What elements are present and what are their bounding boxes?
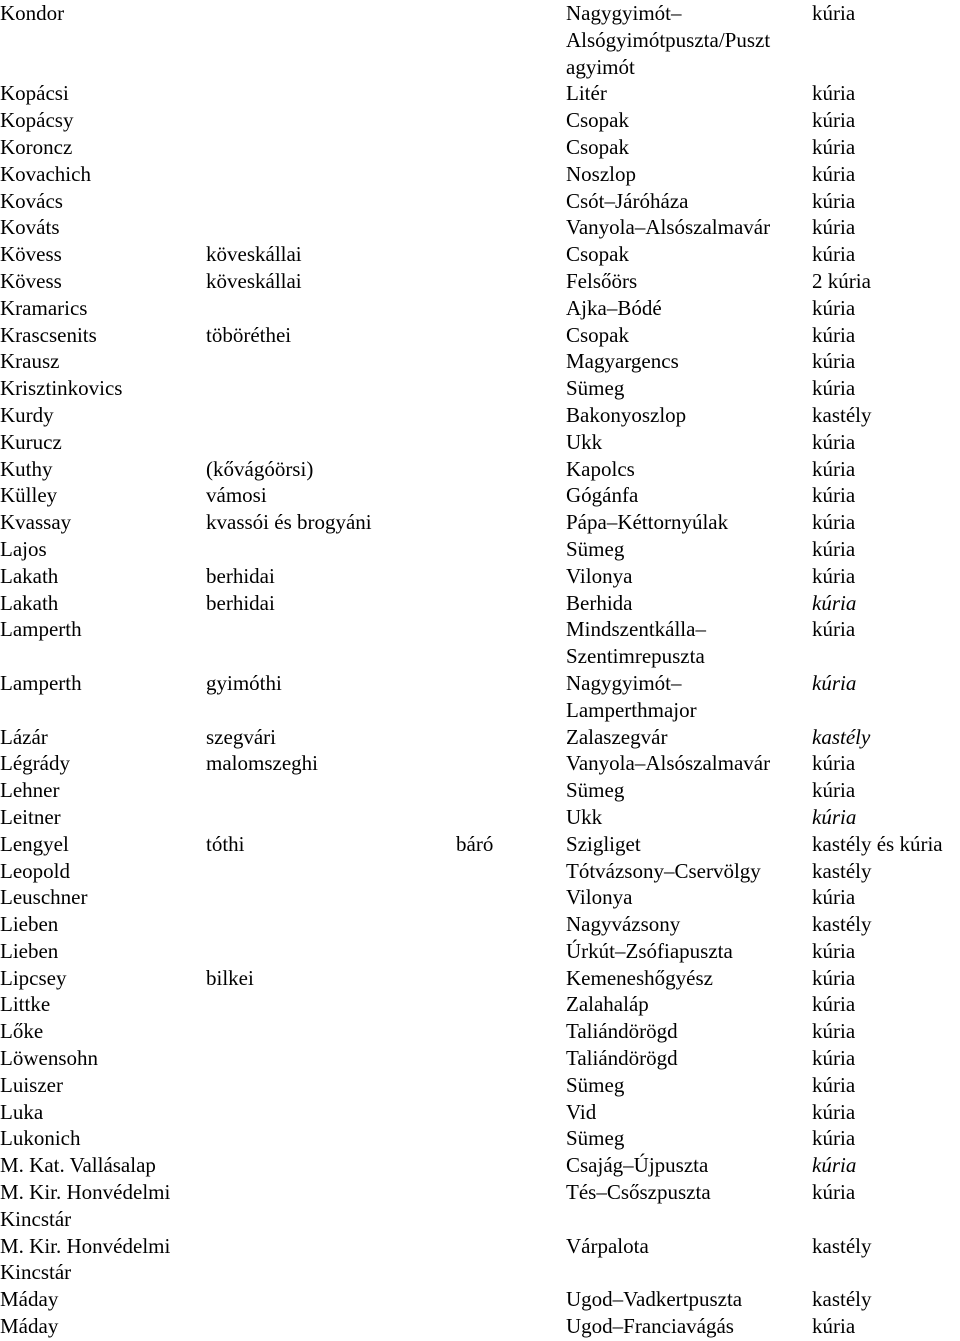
cell-line: Várpalota [566,1233,649,1258]
building-type: kastély és kúria [812,831,943,856]
noble-predicate: kvassói és brogyáni [206,510,372,535]
settlement [566,80,607,107]
noble-predicate: bilkei [206,965,254,990]
settlement [566,965,713,992]
cell-line: Máday [0,1287,59,1312]
cell-line: Csajág–Újpuszta [566,1153,709,1178]
family-name [0,188,63,215]
table-row [0,1233,960,1287]
settlement [566,777,624,804]
cell-line: Vilonya [566,885,633,910]
settlement [566,1152,708,1179]
settlement [566,348,679,375]
family-name [0,509,71,536]
cell-line: Vid [566,1099,597,1124]
building-type: kúria [812,617,856,642]
cell-line: Máday [0,1314,59,1339]
settlement [566,1018,678,1045]
cell-line: Taliándörögd [566,1019,678,1044]
cell-line: Leuschner [0,885,88,910]
cell-line: Kovachich [0,161,91,186]
building-type: 2 kúria [812,268,871,293]
cell-line: Gógánfa [566,483,639,508]
family-name [0,670,82,697]
table-row [0,911,960,938]
cell-line: Légrády [0,751,70,776]
table-row [0,482,960,509]
family-name [0,0,64,27]
family-name [0,911,58,938]
settlement [566,991,649,1018]
table-row [0,1072,960,1099]
cell-line: Kövess [0,268,62,293]
cell-line: M. Kat. Vallásalap [0,1153,156,1178]
settlement [566,911,680,938]
family-name [0,482,57,509]
cell-line: Krascsenits [0,322,97,347]
cell-line: Lieben [0,938,59,963]
building-type: kúria [812,751,856,776]
table-row [0,616,960,670]
family-name [0,134,72,161]
table-row [0,590,960,617]
building-type: kúria [812,965,856,990]
building-type: kúria [812,322,856,347]
cell-line: Mindszentkálla– [566,617,706,642]
cell-line: Lőke [0,1019,44,1044]
building-type: kúria [812,349,856,374]
cell-line: Csopak [566,242,629,267]
settlement [566,456,635,483]
cell-line: Sümeg [566,1072,625,1097]
cell-line: Litér [566,81,607,106]
cell-line: Nagyvázsony [566,912,681,937]
settlement [566,429,602,456]
cell-line: Szigliget [566,831,641,856]
settlement [566,536,624,563]
cell-line: Nagygyimót– [566,1,682,25]
cell-line: Kurdy [0,402,54,427]
settlement [566,1313,734,1340]
noble-predicate: (kővágóörsi) [206,456,314,481]
table-row [0,375,960,402]
cell-line: Sümeg [566,376,625,401]
family-name [0,831,69,858]
family-name [0,1045,98,1072]
cell-line: Kurucz [0,429,62,454]
cell-line: Lakath [0,590,59,615]
table-row [0,509,960,536]
cell-line: Lipcsey [0,965,67,990]
family-name [0,1179,170,1233]
building-type: kúria [812,376,856,401]
settlement [566,375,624,402]
table-row [0,563,960,590]
table-row [0,214,960,241]
cell-line: Csót–Járóháza [566,188,689,213]
family-name [0,456,53,483]
cell-line: Koroncz [0,134,73,159]
noble-predicate: szegvári [206,724,276,749]
cell-line: Külley [0,483,58,508]
noble-predicate: tóthi [206,831,245,856]
settlement [566,938,733,965]
table-row [0,0,960,80]
cell-line: agyimót [566,54,635,79]
cell-line: Leitner [0,804,61,829]
building-type: kúria [812,1099,856,1124]
settlement [566,161,636,188]
settlement [566,563,632,590]
cell-line: Magyargencs [566,349,679,374]
family-name [0,724,48,751]
table-row [0,724,960,751]
cell-line: Ajka–Bódé [566,295,662,320]
building-type: kúria [812,1153,857,1178]
settlement [566,1125,624,1152]
table-row [0,456,960,483]
building-type: kúria [812,188,856,213]
building-type: kastély [812,1287,872,1312]
table-row [0,241,960,268]
building-type: kúria [812,1126,856,1151]
table-row [0,991,960,1018]
table-row [0,777,960,804]
family-name [0,616,82,643]
cell-line: Sümeg [566,1126,625,1151]
family-name [0,322,97,349]
cell-line: Kincstár [0,1260,72,1285]
cell-line: Vanyola–Alsószalmavár [566,751,771,776]
family-name [0,1152,156,1179]
building-type: kúria [812,1314,856,1339]
table-row [0,831,960,858]
cell-line: Ukk [566,429,603,454]
cell-line: Sümeg [566,778,625,803]
table-row [0,670,960,724]
building-type: kúria [812,778,856,803]
cell-line: Vanyola–Alsószalmavár [566,215,771,240]
cell-line: Luiszer [0,1072,63,1097]
family-name [0,965,66,992]
cell-line: Zalahaláp [566,992,649,1017]
cell-line: Ugod–Franciavágás [566,1314,734,1339]
settlement [566,804,602,831]
cell-line: Kövess [0,242,62,267]
table-row [0,1018,960,1045]
family-name [0,214,60,241]
cell-line: Lamperthmajor [566,697,697,722]
building-type: kastély [812,858,872,883]
cell-line: M. Kir. Honvédelmi [0,1180,171,1205]
settlement [566,616,706,670]
building-type: kúria [812,590,857,615]
table-row [0,1099,960,1126]
cell-line: Lakath [0,563,59,588]
table-row [0,1125,960,1152]
family-name [0,161,91,188]
settlement [566,402,686,429]
building-type: kúria [812,536,856,561]
cell-line: Úrkút–Zsófiapuszta [566,938,733,963]
settlement [566,750,770,777]
building-type: kúria [812,510,856,535]
family-name [0,1125,80,1152]
cell-line: Lengyel [0,831,69,856]
cell-line: Nagygyimót– [566,670,682,695]
cell-line: Zalaszegvár [566,724,668,749]
family-name [0,1018,43,1045]
table-row [0,322,960,349]
cell-line: Tés–Csőszpuszta [566,1180,711,1205]
building-type: kastély [812,1233,872,1258]
building-type: kúria [812,108,856,133]
building-type: kúria [812,938,856,963]
table-row [0,536,960,563]
building-type: kúria [812,429,856,454]
building-type: kúria [812,1180,856,1205]
family-name [0,348,59,375]
settlement [566,1233,649,1260]
table-row [0,295,960,322]
cell-line: Lázár [0,724,48,749]
cell-line: Lajos [0,536,47,561]
settlement [566,884,632,911]
family-name [0,590,58,617]
cell-line: Sümeg [566,536,625,561]
table-row [0,1152,960,1179]
cell-line: Luka [0,1099,44,1124]
family-name [0,241,62,268]
table-row [0,1045,960,1072]
family-name [0,938,58,965]
table-row [0,268,960,295]
settlement [566,1179,711,1206]
building-type: kúria [812,215,856,240]
building-type: kúria [812,885,856,910]
building-type: kúria [812,804,857,829]
building-type: kúria [812,670,857,695]
family-name [0,536,47,563]
table-row [0,402,960,429]
cell-line: Bakonyoszlop [566,402,687,427]
cell-line: Kuthy [0,456,53,481]
cell-line: Taliándörögd [566,1046,678,1071]
table-row [0,348,960,375]
settlement [566,241,629,268]
settlement [566,134,629,161]
settlement [566,1045,678,1072]
settlement [566,322,629,349]
cell-line: Berhida [566,590,633,615]
noble-predicate: vámosi [206,483,267,508]
table-row [0,938,960,965]
settlement [566,858,761,885]
cell-line: Kemeneshőgyész [566,965,713,990]
building-type: kastély [812,724,871,749]
family-name [0,858,70,885]
table-row [0,1313,960,1340]
family-name [0,375,122,402]
family-name [0,268,62,295]
settlement [566,214,770,241]
family-name [0,563,58,590]
building-type: kúria [812,563,856,588]
family-name [0,80,69,107]
settlement [566,1072,624,1099]
family-name [0,1286,58,1313]
cell-line: M. Kir. Honvédelmi [0,1233,171,1258]
cell-line: Kondor [0,1,65,25]
building-type: kastély [812,912,872,937]
noble-predicate: berhidai [206,590,275,615]
cell-line: Krausz [0,349,60,374]
cell-line: Noszlop [566,161,636,186]
settlement [566,107,629,134]
building-type: kastély [812,402,872,427]
cell-line: Szentimrepuszta [566,644,705,669]
family-name [0,1313,58,1340]
settlement [566,670,697,724]
family-name [0,991,50,1018]
table-row [0,80,960,107]
family-name [0,1233,170,1287]
table-row [0,134,960,161]
building-type: kúria [812,161,856,186]
family-name [0,429,62,456]
building-type: kúria [812,242,856,267]
settlement [566,509,728,536]
building-type: kúria [812,81,856,106]
building-type: kúria [812,295,856,320]
cell-line: Kováts [0,215,60,240]
family-name [0,884,87,911]
family-name [0,1072,63,1099]
cell-line: Kvassay [0,510,72,535]
building-type: kúria [812,134,856,159]
cell-line: Vilonya [566,563,633,588]
settlement [566,0,770,80]
settlement [566,1099,596,1126]
cell-line: Löwensohn [0,1046,98,1071]
settlement [566,724,667,751]
cell-line: Littke [0,992,51,1017]
building-type: kúria [812,1,856,25]
table-row [0,884,960,911]
settlement [566,188,688,215]
settlement [566,482,638,509]
cell-line: Lukonich [0,1126,81,1151]
table-row [0,161,960,188]
cell-line: Pápa–Kéttornyúlak [566,510,729,535]
noble-predicate: berhidai [206,563,275,588]
noble-predicate: köveskállai [206,242,302,267]
family-name [0,402,54,429]
family-name [0,804,61,831]
table-row [0,1286,960,1313]
cell-line: Lamperth [0,617,82,642]
cell-line: Ugod–Vadkertpuszta [566,1287,743,1312]
settlement [566,268,637,295]
cell-line: Leopold [0,858,70,883]
settlement [566,831,641,858]
table-row [0,965,960,992]
family-name [0,107,73,134]
cell-line: Kramarics [0,295,88,320]
building-type: kúria [812,1072,856,1097]
building-type: kúria [812,483,856,508]
noble-predicate: köveskállai [206,268,302,293]
family-name [0,295,87,322]
building-type: kúria [812,992,856,1017]
table-row [0,188,960,215]
cell-line: Csopak [566,134,629,159]
cell-line: Ukk [566,804,603,829]
settlement [566,590,632,617]
settlement [566,1286,742,1313]
noble-predicate: malomszeghi [206,751,318,776]
table-row [0,429,960,456]
cell-line: Tótvázsony–Cservölgy [566,858,761,883]
building-type: kúria [812,456,856,481]
cell-line: Csopak [566,322,629,347]
table-row [0,107,960,134]
cell-line: Felsőörs [566,268,638,293]
settlement [566,295,662,322]
table-row [0,804,960,831]
noble-rank: báró [456,831,494,856]
cell-line: Lehner [0,778,60,803]
cell-line: Kincstár [0,1206,72,1231]
table-row [0,1179,960,1233]
noble-predicate: töböréthei [206,322,292,347]
cell-line: Krisztinkovics [0,376,123,401]
family-name [0,1099,43,1126]
table-row [0,750,960,777]
cell-line: Kopácsy [0,108,74,133]
building-type: kúria [812,1019,856,1044]
cell-line: Kapolcs [566,456,635,481]
cell-line: Alsógyimótpuszta/Puszt [566,27,771,52]
cell-line: Lieben [0,912,59,937]
cell-line: Kopácsi [0,81,69,106]
family-name [0,750,70,777]
cell-line: Kovács [0,188,63,213]
building-type: kúria [812,1046,856,1071]
cell-line: Lamperth [0,670,82,695]
table-row [0,858,960,885]
cell-line: Csopak [566,108,629,133]
noble-predicate: gyimóthi [206,670,282,695]
family-name [0,777,59,804]
